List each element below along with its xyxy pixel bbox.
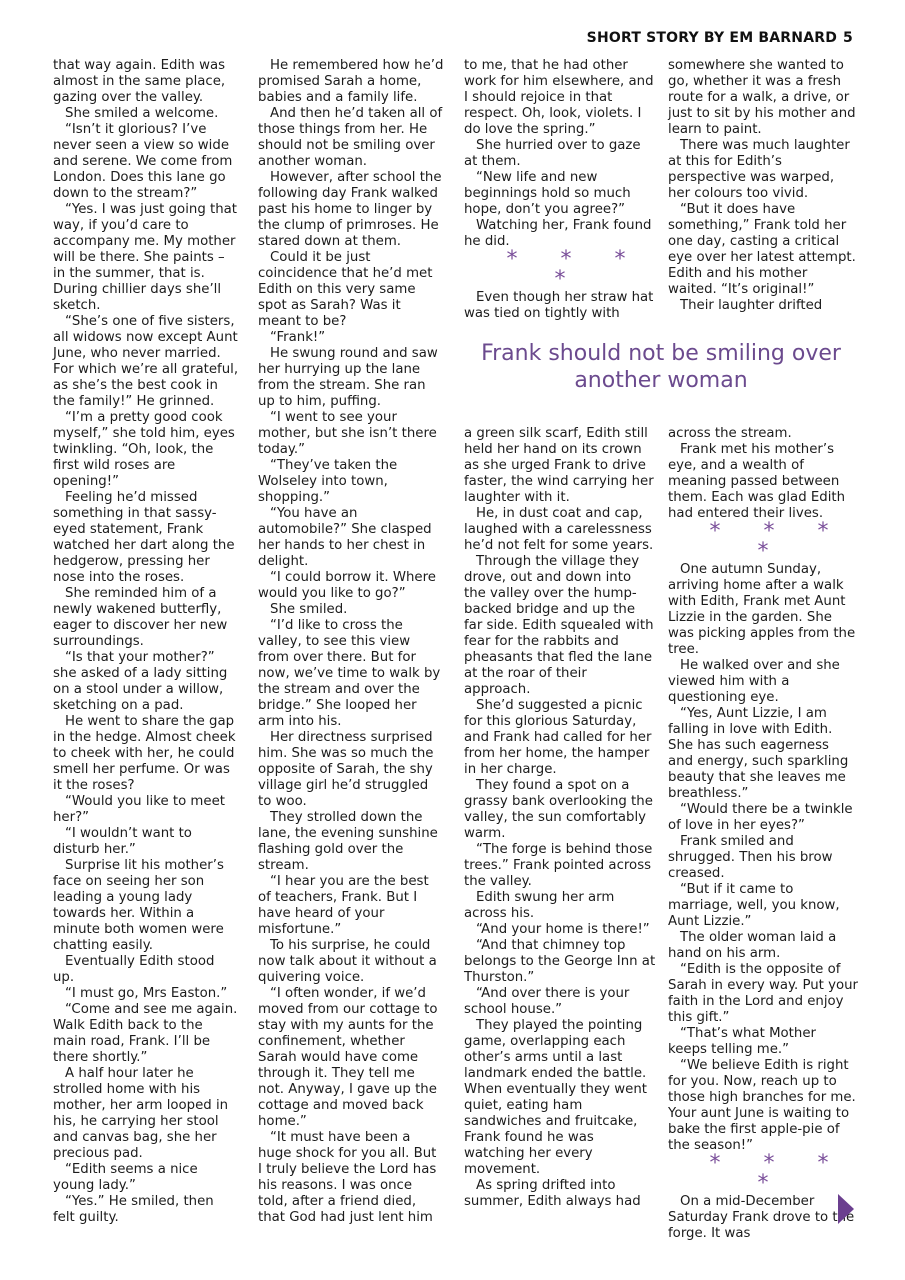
paragraph: She’d suggested a picnic for this glorious Saturday, and Frank had called for her from her home, the hamper in her charge. (464, 698, 652, 777)
paragraph: They played the pointing game, overlapping each other’s arms until a last landmark ended the battle. When eventually they went quiet, eating ham sandwiches and fruitcake, Frank found he was watching her every movement. (464, 1018, 647, 1177)
paragraph: “Yes.” He smiled, then felt guilty. (53, 1194, 214, 1225)
paragraph: To his surprise, he could now talk about it without a quivering voice. (258, 938, 437, 985)
paragraph: Feeling he’d missed something in that sassy-eyed statement, Frank watched her dart along the hedgerow, pressing her nose into the roses. (53, 490, 235, 585)
paragraph: “We believe Edith is right for you. Now, reach up to those high branches for me. Your aunt June is waiting to bake the first apple-pie of the season!” (668, 1058, 856, 1153)
paragraph: “Come and see me again. Walk Edith back to the main road, Frank. I’ll be there shortly.” (53, 1002, 238, 1065)
paragraph: Could it be just coincidence that he’d met Edith on this very same spot as Sarah? Was it meant to be? (258, 250, 433, 329)
paragraph: “It must have been a huge shock for you all. But I truly believe the Lord has his reasons. I was once told, after a friend died, that God had just lent him (258, 1130, 437, 1225)
paragraph: a green silk scarf, Edith still held her hand on its crown as she urged Frank to drive faster, the wind carrying her laughter with it. (464, 426, 654, 505)
section-separator: * * * * (709, 519, 847, 564)
paragraph: Through the village they drove, out and down into the valley over the hump-backed bridge and up the far side. Edith squealed with fear for the rabbits and pheasants that fled the lane at the roar of their approach. (464, 554, 654, 697)
paragraph: Surprise lit his mother’s face on seeing her son leading a young lady towards her. Within a minute both women were chatting easily. (53, 858, 224, 953)
paragraph: Her directness surprised him. She was so much the opposite of Sarah, the shy village girl he’d struggled to woo. (258, 730, 434, 809)
column-3 (464, 58, 656, 322)
paragraph: One autumn Sunday, arriving home after a walk with Edith, Frank met Aunt Lizzie in the garden. She was picking apples from the tree. (668, 562, 856, 657)
paragraph: “Yes, Aunt Lizzie, I am falling in love with Edith. She has such eagerness and energy, such sparkling beauty that she leaves me breathless.” (668, 706, 849, 801)
paragraph: He walked over and she viewed him with a questioning eye. (668, 658, 840, 705)
paragraph: that way again. Edith was almost in the same place, gazing over the valley. (53, 58, 226, 105)
section-separator: * * * * (506, 247, 644, 292)
paragraph: “She’s one of five sisters, all widows now except Aunt June, who never married. For which we’re all grateful, as she’s the best cook in the family!” He grinned. (53, 314, 239, 409)
paragraph: “And that chimney top belongs to the George Inn at Thurston.” (464, 938, 656, 985)
paragraph: Frank met his mother’s eye, and a wealth of meaning passed between them. Each was glad Edith had entered their lives. (668, 442, 846, 521)
paragraph: “I could borrow it. Where would you like to go?” (258, 570, 436, 601)
column-6 (668, 426, 858, 1242)
paragraph: somewhere she wanted to go, whether it was a fresh route for a walk, a drive, or just to sit by his mother and learn to paint. (668, 58, 856, 137)
section-separator: * * * * (709, 1151, 847, 1196)
paragraph: “They’ve taken the Wolseley into town, shopping.” (258, 458, 398, 505)
column-4 (668, 58, 858, 314)
paragraph: “And over there is your school house.” (464, 986, 630, 1017)
paragraph: “I must go, Mrs Easton.” (65, 986, 228, 1001)
paragraph: They strolled down the lane, the evening sunshine flashing gold over the stream. (258, 810, 438, 873)
paragraph: He, in dust coat and cap, laughed with a carelessness he’d not felt for some years. (464, 506, 654, 553)
paragraph: “That’s what Mother keeps telling me.” (668, 1026, 816, 1057)
paragraph: “Would you like to meet her?” (53, 794, 225, 825)
paragraph: Frank smiled and shrugged. Then his brow creased. (668, 834, 833, 881)
column-2 (258, 58, 444, 1226)
paragraph: He swung round and saw her hurrying up the lane from the stream. She ran up to him, puffing. (258, 346, 438, 409)
paragraph: Their laughter drifted (680, 298, 823, 313)
paragraph: “I went to see your mother, but she isn’t there today.” (258, 410, 437, 457)
paragraph: He went to share the gap in the hedge. Almost cheek to cheek with her, he could smell her perfume. Or was it the roses? (53, 714, 236, 793)
paragraph: “But if it came to marriage, well, you know, Aunt Lizzie.” (668, 882, 840, 929)
paragraph: “Would there be a twinkle of love in her eyes?” (668, 802, 853, 833)
paragraph: “The forge is behind those trees.” Frank pointed across the valley. (464, 842, 653, 889)
paragraph: The older woman laid a hand on his arm. (668, 930, 837, 961)
paragraph: Watching her, Frank found he did. (464, 218, 652, 249)
paragraph: As spring drifted into summer, Edith always had (464, 1178, 641, 1209)
paragraph: She reminded him of a newly wakened butterfly, eager to discover her new surroundings. (53, 586, 228, 649)
page-header (587, 30, 853, 46)
paragraph: “You have an automobile?” She clasped her hands to her chest in delight. (258, 506, 432, 569)
paragraph: “I’m a pretty good cook myself,” she told him, eyes twinkling. “Oh, look, the first wild roses are opening!” (53, 410, 235, 489)
pull-quote: Frank should not be smiling over another woman (481, 341, 841, 393)
paragraph: “I’d like to cross the valley, to see this view from over there. But for now, we’ve time to walk by the stream and over the bridge.” She looped her arm into his. (258, 618, 441, 729)
paragraph: He remembered how he’d promised Sarah a home, babies and a family life. (258, 58, 444, 105)
paragraph: On a mid-December Saturday Frank drove to the forge. It was (668, 1194, 855, 1241)
paragraph: “I often wonder, if we’d moved from our cottage to stay with my aunts for the confinement, whether Sarah would have come through it. They tell me not. Anyway, I gave up the cottage and moved back home.” (258, 986, 438, 1129)
paragraph: “Yes. I was just going that way, if you’d care to accompany me. My mother will be there. She paints – in the summer, that is. During chillier days she’ll sketch. (53, 202, 237, 313)
paragraph: There was much laughter at this for Edith’s perspective was warped, her colours too vivid. (668, 138, 850, 201)
paragraph: “New life and new beginnings hold so much hope, don’t you agree?” (464, 170, 631, 217)
paragraph: She hurried over to gaze at them. (464, 138, 641, 169)
paragraph: “I wouldn’t want to disturb her.” (53, 826, 192, 857)
column-5 (464, 426, 656, 1210)
paragraph: “Is that your mother?” she asked of a lady sitting on a stool under a willow, sketching on a pad. (53, 650, 228, 713)
paragraph: She smiled a welcome. (65, 106, 219, 121)
paragraph: “And your home is there!” (476, 922, 650, 937)
paragraph: “Edith seems a nice young lady.” (53, 1162, 198, 1193)
paragraph: They found a spot on a grassy bank overlooking the valley, the sun comfortably warm. (464, 778, 653, 841)
paragraph: “Isn’t it glorious? I’ve never seen a view so wide and serene. We come from London. Does this lane go down to the stream?” (53, 122, 233, 201)
column-1 (53, 58, 239, 1226)
paragraph: to me, that he had other work for him elsewhere, and I should rejoice in that respect. Oh, look, violets. I do love the spring.” (464, 58, 654, 137)
paragraph: across the stream. (668, 426, 792, 441)
page-number: 5 (843, 30, 853, 46)
story-title: SHORT STORY BY EM BARNARD (586, 30, 838, 46)
paragraph: “Frank!” (270, 330, 326, 345)
paragraph: However, after school the following day Frank walked past his home to linger by the clump of primroses. He stared down at them. (258, 170, 442, 249)
continue-arrow-icon (838, 1194, 854, 1224)
paragraph: Edith swung her arm across his. (464, 890, 615, 921)
paragraph: Even though her straw hat was tied on tightly with (464, 290, 654, 321)
paragraph: “But it does have something,” Frank told her one day, casting a critical eye over her latest attempt. Edith and his mother waited. “It’s original!” (668, 202, 856, 297)
paragraph: “Edith is the opposite of Sarah in every way. Put your faith in the Lord and enjoy this gift.” (668, 962, 858, 1025)
paragraph: “I hear you are the best of teachers, Frank. But I have heard of your misfortune.” (258, 874, 429, 937)
paragraph: A half hour later he strolled home with his mother, her arm looped in his, he carrying her stool and canvas bag, she her precious pad. (53, 1066, 229, 1161)
paragraph: Eventually Edith stood up. (53, 954, 215, 985)
paragraph: She smiled. (270, 602, 348, 617)
paragraph: And then he’d taken all of those things from her. He should not be smiling over another woman. (258, 106, 443, 169)
